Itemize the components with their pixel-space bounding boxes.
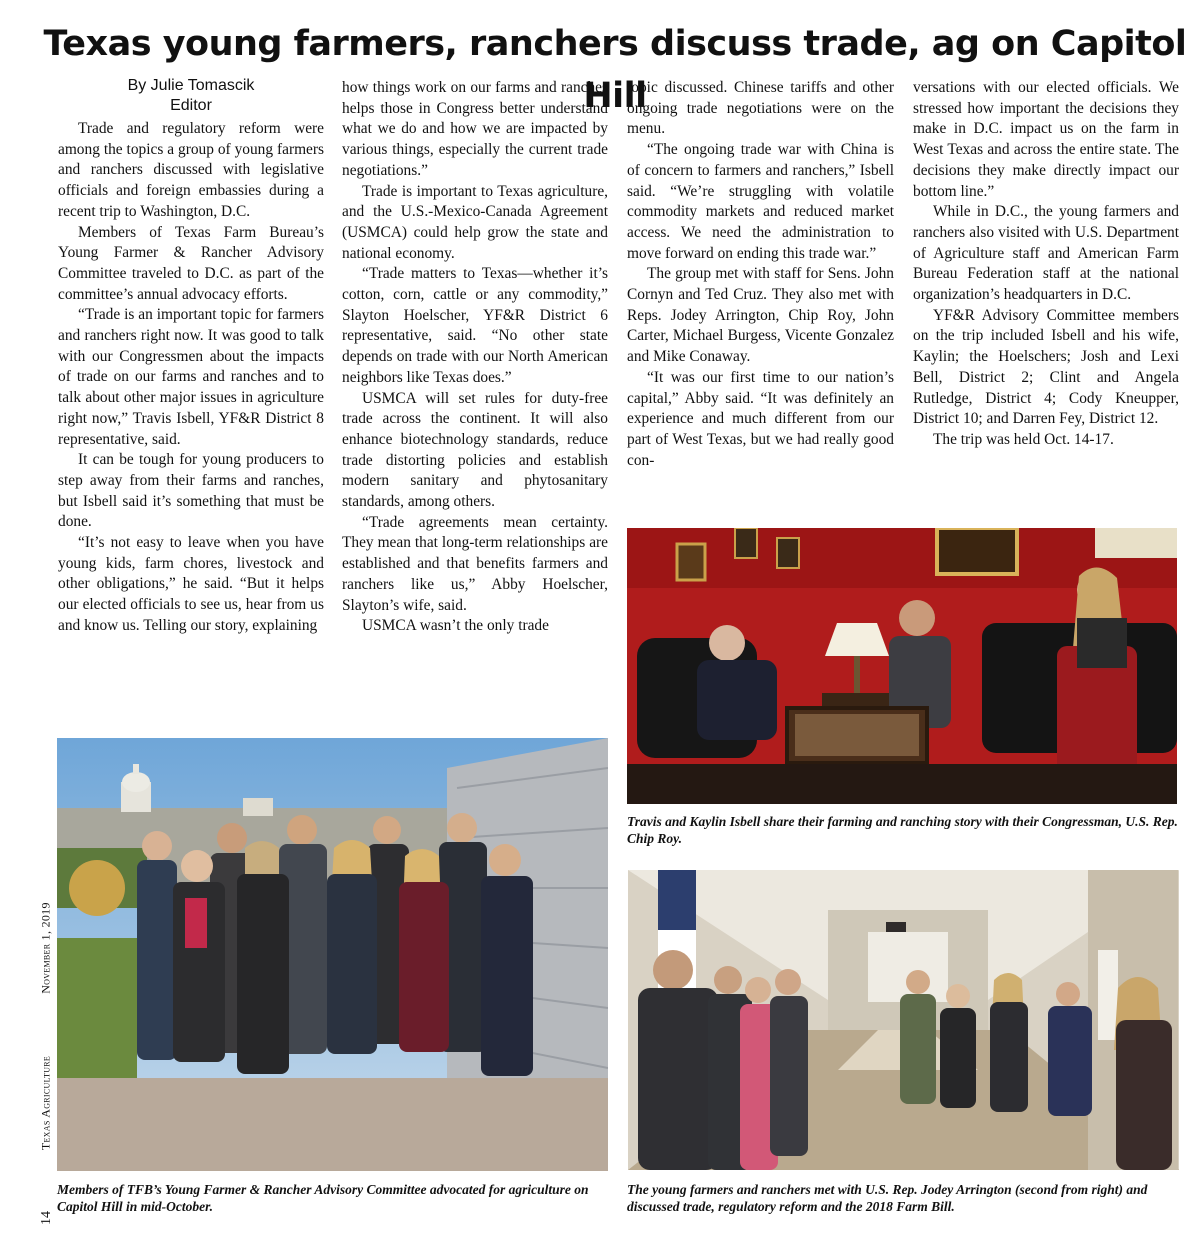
paragraph: “Trade is an important topic for farmers and ranchers right now. It was good to talk with our Congressmen about the impacts of trade on our farms and ranches and to talk about other major issues in agriculture right now,” Travis Isbell, YF&R District 8 representative, said. (58, 306, 324, 448)
group-photo-caption: Members of TFB’s Young Farmer & Rancher Advisory Committee advocated for agriculture on Capitol Hill in mid-October. (57, 1182, 589, 1214)
page-number: 14 (39, 1211, 54, 1225)
paragraph: The trip was held Oct. 14-17. (933, 430, 1114, 448)
paragraph: It can be tough for young producers to step away from their farms and ranches, but Isbell said it’s something that must be done. (58, 451, 324, 531)
paragraph: “Trade matters to Texas—whether it’s cotton, corn, cattle or any commodity,” Slayton Hoelscher, YF&R District 6 representative, said. “No other state depends on trade with our North American neighbors like Texas does.” (342, 265, 608, 386)
paragraph: versations with our elected officials. We stressed how important the decisions they make in D.C. impact us on the farm in West Texas and across the entire state. The decisions they make directly impact our bottom line.” (913, 79, 1179, 200)
paragraph: “It’s not easy to leave when you have young kids, farm chores, livestock and other obligations,” he said. “But it helps our elected officials to see us, hear from us and know us. Telling our story, explaining (58, 534, 324, 634)
byline-author: By Julie Tomascik (127, 77, 255, 94)
paragraph: how things work on our farms and ranches helps those in Congress better understand what we do and how we are impacted by various things, especially the current trade negotiations.” (342, 79, 608, 179)
hallway-photo-caption: The young farmers and ranchers met with U.S. Rep. Jodey Arrington (second from right) and discussed trade, regulatory reform and the 2018 Farm Bill. (627, 1182, 1148, 1214)
paragraph: USMCA will set rules for duty-free trade across the continent. It will also enhance biotechnology standards, reduce trade distorting policies and establish modern sanitary and phytosanitary standards, among others. (342, 389, 608, 511)
paragraph: While in D.C., the young farmers and ranchers also visited with U.S. Department of Agriculture staff and American Farm Bureau Federation staff at the national organization’s headquarters in D.C. (913, 203, 1179, 304)
hallway-photo (628, 870, 1179, 1170)
paragraph: Members of Texas Farm Bureau’s Young Farmer & Rancher Advisory Committee traveled to D.C. as part of the committee’s annual advocacy efforts. (58, 223, 324, 303)
office-photo-caption: Travis and Kaylin Isbell share their farming and ranching story with their Congressman, U.S. Rep. Chip Roy. (627, 814, 1178, 846)
publication-name: Texas Agriculture (38, 1055, 53, 1151)
paragraph: The group met with staff for Sens. John Cornyn and Ted Cruz. They also met with Reps. Jodey Arrington, Chip Roy, John Carter, Michael Burgess, Vicente Gonzalez and Mike Conaway. (627, 265, 894, 366)
paragraph: Trade is important to Texas agriculture, and the U.S.-Mexico-Canada Agreement (USMCA) could help grow the state and national economy. (342, 182, 608, 262)
paragraph: “It was our first time to our nation’s capital,” Abby said. “It was definitely an experience and much different from our part of West Texas, but we had really good con- (627, 368, 894, 469)
byline (58, 76, 324, 116)
byline-role: Editor (170, 97, 212, 114)
paragraph: “Trade agreements mean certainty. They mean that long-term relationships are established and that benefits farmers and ranchers like us,” Abby Hoelscher, Slayton’s wife, said. (342, 513, 608, 614)
group-rooftop-photo (57, 738, 608, 1171)
paragraph: topic discussed. Chinese tariffs and other ongoing trade negotiations were on the menu. (627, 79, 894, 138)
paragraph: “The ongoing trade war with China is of concern to farmers and ranchers,” Isbell said. “We’re struggling with volatile commodity markets and reduced market access. We need the administration to move forward on ending this trade war.” (627, 141, 894, 262)
article-column-4 (913, 78, 1179, 451)
headline: Texas young farmers, ranchers discuss trade, ag on Capitol Hill (43, 24, 1187, 116)
paragraph: USMCA wasn’t the only trade (362, 617, 549, 635)
article-column-3 (627, 78, 894, 471)
running-head (30, 888, 62, 1178)
office-meeting-photo (627, 528, 1177, 804)
paragraph: Trade and regulatory reform were among the topics a group of young farmers and ranchers discussed with legislative officials and foreign embassies during a recent trip to Washington, D.C. (58, 120, 324, 220)
article-column-1 (58, 119, 324, 637)
article-column-2 (342, 78, 608, 637)
paragraph: YF&R Advisory Committee members on the trip included Isbell and his wife, Kaylin; the Hoelschers; Josh and Lexi Bell, District 2; Clint and Angela Rutledge, District 4; Cody Kneupper, District 10; and Darren Fey, District 12. (913, 306, 1179, 428)
issue-date: November 1, 2019 (38, 902, 53, 994)
